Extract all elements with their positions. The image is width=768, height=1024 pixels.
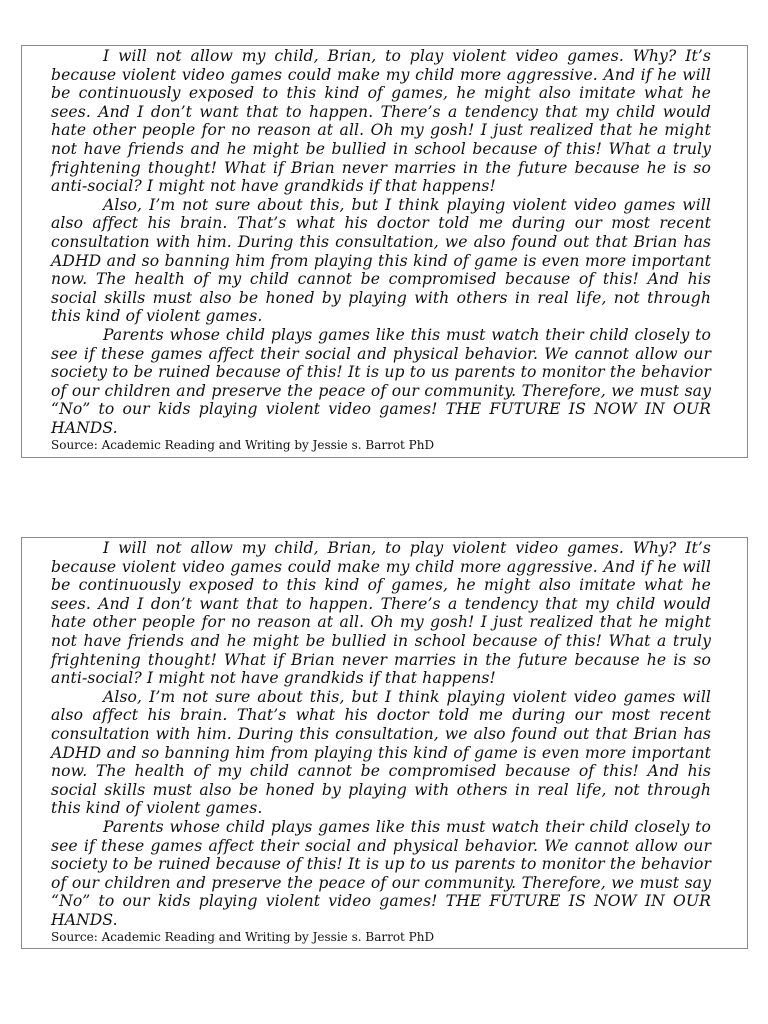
passage-box-2 xyxy=(21,537,748,949)
paragraph-2: Also, I’m not sure about this, but I think playing violent video games will also affect his brain. That’s what his doctor told me during our most recent consultation with him. During this consultation, we also found out that Brian has ADHD and so banning him from playing this kind of game is even more important now. The health of my child cannot be compromised because of this! And his social skills must also be honed by playing with others in real life, not through this kind of violent games. xyxy=(51,195,711,326)
paragraph-1: I will not allow my child, Brian, to play violent video games. Why? It’s because violent video games could make my child more aggressive. And if he will be continuously exposed to this kind of games, he might also imitate what he sees. And I don’t want that to happen. There’s a tendency that my child would hate other people for no reason at all. Oh my gosh! I just realized that he might not have friends and he might be bullied in school because of this! What a truly frightening thought! What if Brian never marries in the future because he is so anti-social? I might not have grandkids if that happens! xyxy=(51,539,711,688)
passage-box-1 xyxy=(21,45,748,458)
source-citation: Source: Academic Reading and Writing by Jessie s. Barrot PhD xyxy=(51,438,435,453)
paragraph-3: Parents whose child plays games like this must watch their child closely to see if these games affect their social and physical behavior. We cannot allow our society to be ruined because of this! It is up to us parents to monitor the behavior of our children and preserve the peace of our community. Therefore, we must say “No” to our kids playing violent video games! THE FUTURE IS NOW IN OUR HANDS. xyxy=(51,325,711,437)
paragraph-3: Parents whose child plays games like this must watch their child closely to see if these games affect their social and physical behavior. We cannot allow our society to be ruined because of this! It is up to us parents to monitor the behavior of our children and preserve the peace of our community. Therefore, we must say “No” to our kids playing violent video games! THE FUTURE IS NOW IN OUR HANDS. xyxy=(51,817,711,929)
paragraph-2: Also, I’m not sure about this, but I think playing violent video games will also affect his brain. That’s what his doctor told me during our most recent consultation with him. During this consultation, we also found out that Brian has ADHD and so banning him from playing this kind of game is even more important now. The health of my child cannot be compromised because of this! And his social skills must also be honed by playing with others in real life, not through this kind of violent games. xyxy=(51,687,711,818)
source-citation: Source: Academic Reading and Writing by Jessie s. Barrot PhD xyxy=(51,930,435,945)
paragraph-1: I will not allow my child, Brian, to play violent video games. Why? It’s because violent video games could make my child more aggressive. And if he will be continuously exposed to this kind of games, he might also imitate what he sees. And I don’t want that to happen. There’s a tendency that my child would hate other people for no reason at all. Oh my gosh! I just realized that he might not have friends and he might be bullied in school because of this! What a truly frightening thought! What if Brian never marries in the future because he is so anti-social? I might not have grandkids if that happens! xyxy=(51,47,711,196)
